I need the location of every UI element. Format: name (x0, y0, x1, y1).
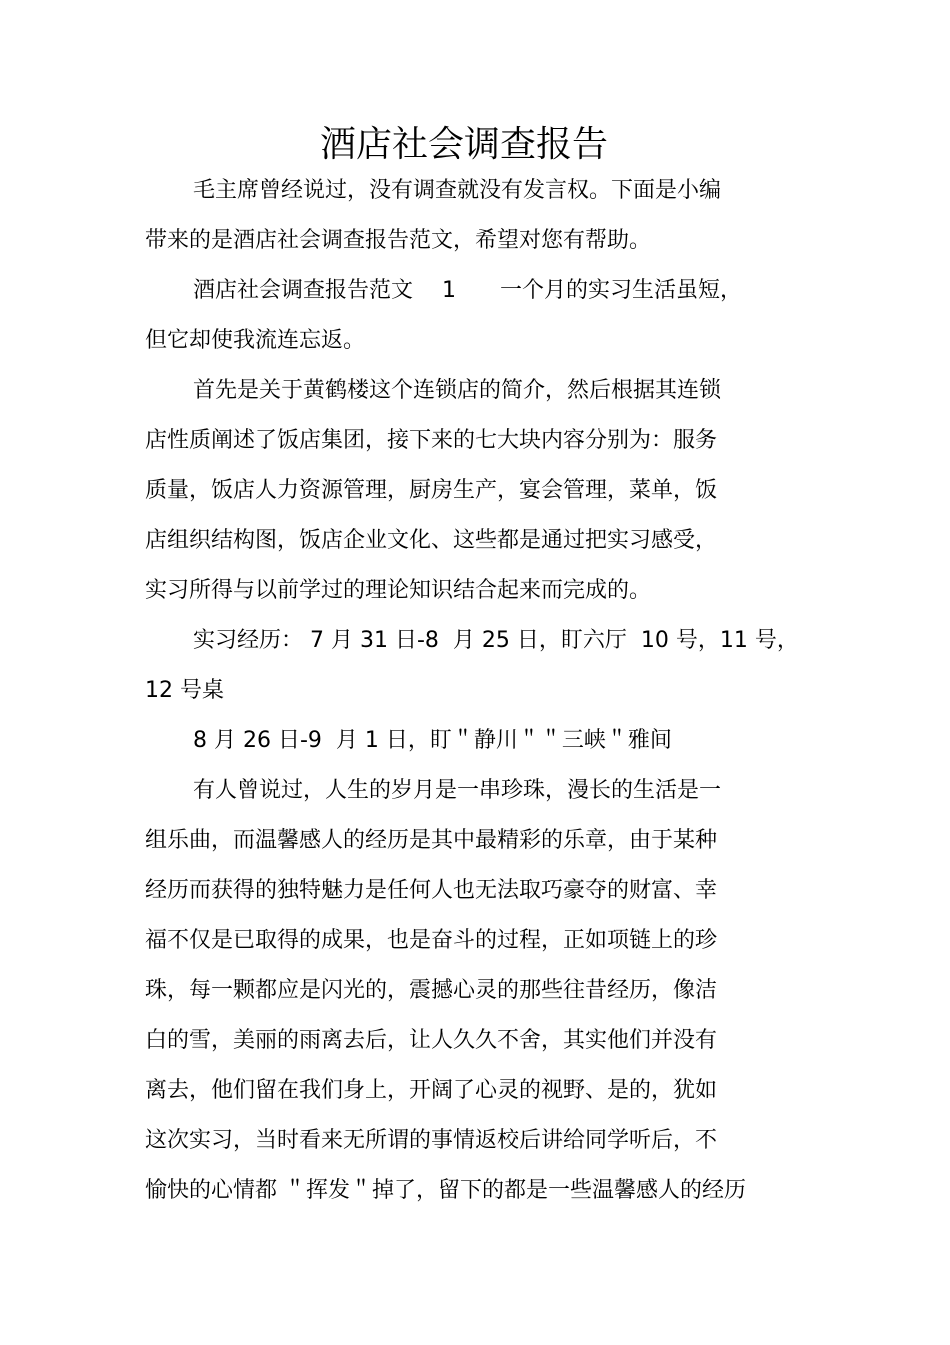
paragraph-line: 质量，饭店人力资源管理，厨房生产，宴会管理，菜单，饭 (145, 478, 718, 503)
paragraph-line: 珠，每一颗都应是闪光的，震撼心灵的那些往昔经历，像洁 (145, 978, 718, 1003)
paragraph-line: 店组织结构图，饭店企业文化、这些都是通过把实习感受， (145, 528, 718, 553)
paragraph-line: 酒店社会调查报告范文 1 一个月的实习生活虽短， (193, 278, 742, 303)
paragraph-line: 组乐曲，而温馨感人的经历是其中最精彩的乐章，由于某种 (145, 828, 718, 853)
paragraph-line: 白的雪，美丽的雨离去后，让人久久不舍，其实他们并没有 (145, 1028, 718, 1053)
paragraph-line: 这次实习，当时看来无所谓的事情返校后讲给同学听后，不 (145, 1128, 718, 1153)
paragraph-line: 毛主席曾经说过，没有调查就没有发言权。下面是小编 (193, 178, 722, 203)
paragraph-line: 首先是关于黄鹤楼这个连锁店的简介，然后根据其连锁 (193, 378, 722, 403)
paragraph-line: 离去，他们留在我们身上，开阔了心灵的视野、是的，犹如 (145, 1078, 718, 1103)
document-title: 酒店社会调查报告 (319, 124, 608, 165)
paragraph-line: 12 号桌 (145, 678, 224, 703)
paragraph-line: 带来的是酒店社会调查报告范文，希望对您有帮助。 (145, 228, 652, 253)
paragraph-line: 福不仅是已取得的成果，也是奋斗的过程，正如项链上的珍 (145, 928, 718, 953)
paragraph-line: 店性质阐述了饭店集团，接下来的七大块内容分别为：服务 (145, 428, 718, 453)
paragraph-line: 实习所得与以前学过的理论知识结合起来而完成的。 (145, 578, 652, 603)
paragraph-line: 但它却使我流连忘返。 (145, 328, 366, 353)
paragraph-line: 经历而获得的独特魅力是任何人也无法取巧豪夺的财富、幸 (145, 878, 718, 903)
paragraph-line: 愉快的心情都 ＂挥发＂掉了，留下的都是一些温馨感人的经历 (145, 1178, 746, 1203)
paragraph-line: 有人曾说过，人生的岁月是一串珍珠，漫长的生活是一 (193, 778, 722, 803)
paragraph-line: 8 月 26 日-9 月 1 日，盯＂静川＂＂三峡＂雅间 (193, 728, 672, 753)
paragraph-line: 实习经历： 7 月 31 日-8 月 25 日，盯六厅 10 号，11 号， (193, 628, 799, 653)
